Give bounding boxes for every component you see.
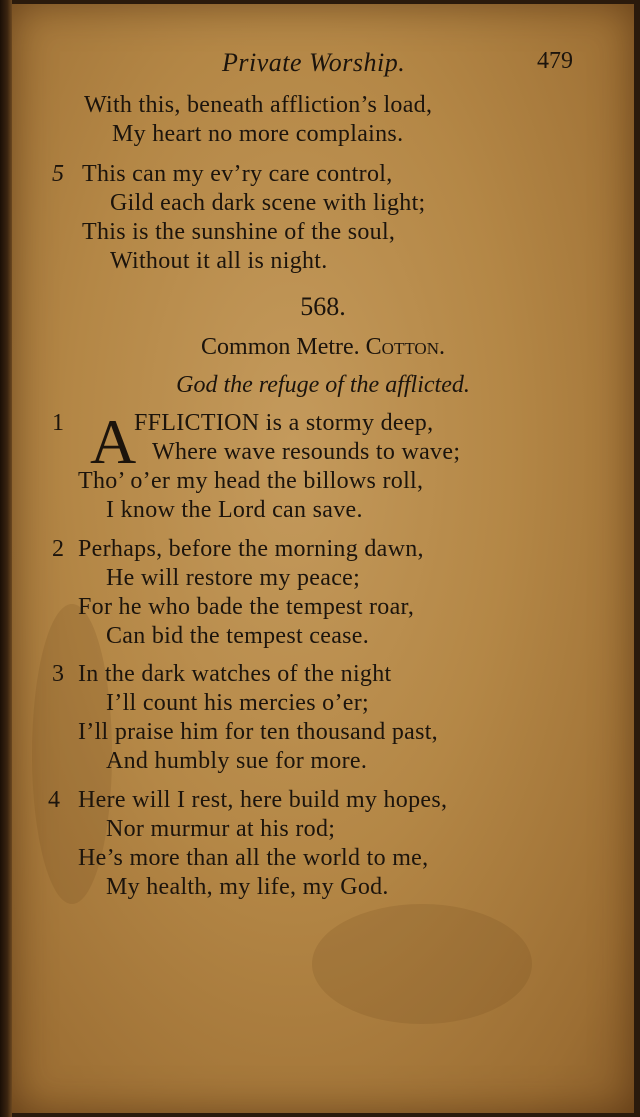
hymn-title: God the refuge of the afflicted. bbox=[176, 372, 470, 398]
verse-line: He’s more than all the world to me, bbox=[78, 845, 429, 871]
verse-line: Here will I rest, here build my hopes, bbox=[78, 787, 448, 813]
verse-line: For he who bade the tempest roar, bbox=[78, 594, 415, 620]
verse-number: 5 bbox=[52, 161, 64, 187]
verse-line: And humbly sue for more. bbox=[106, 748, 368, 774]
verse-line: Where wave resounds to wave; bbox=[152, 439, 461, 465]
verse-line: My health, my life, my God. bbox=[106, 874, 389, 900]
page-stain bbox=[312, 904, 532, 1024]
verse-line: This can my ev’ry care control, bbox=[82, 161, 393, 187]
verse-line: I know the Lord can save. bbox=[106, 497, 363, 523]
verse-line: This is the sunshine of the soul, bbox=[82, 219, 396, 245]
verse-line: I’ll praise him for ten thousand past, bbox=[78, 719, 438, 745]
verse-number: 2 bbox=[52, 536, 64, 562]
verse-line: Nor murmur at his rod; bbox=[106, 816, 336, 842]
drop-cap: A bbox=[90, 406, 137, 477]
verse-line: I’ll count his mercies o’er; bbox=[106, 690, 369, 716]
verse-line: He will restore my peace; bbox=[106, 565, 361, 591]
verse-line: Gild each dark scene with light; bbox=[110, 190, 426, 216]
hymn-meter bbox=[12, 334, 634, 361]
verse-line: Without it all is night. bbox=[110, 248, 328, 274]
verse-line: Perhaps, before the morning dawn, bbox=[78, 536, 424, 562]
running-title: Private Worship. bbox=[222, 48, 406, 77]
book-gutter bbox=[0, 0, 12, 1117]
verse-line: Can bid the tempest cease. bbox=[106, 623, 370, 649]
book-page bbox=[12, 4, 634, 1113]
hymn-number: 568. bbox=[300, 292, 346, 321]
verse-line: My heart no more complains. bbox=[112, 121, 404, 147]
hymn-author: Cotton. bbox=[365, 334, 445, 360]
verse-number: 4 bbox=[48, 787, 60, 813]
page-number: 479 bbox=[537, 48, 573, 74]
meter-label: Common Metre. bbox=[201, 334, 360, 360]
running-header bbox=[12, 44, 634, 84]
verse-number: 3 bbox=[52, 661, 64, 687]
verse-line: With this, beneath affliction’s load, bbox=[84, 92, 433, 118]
verse-line: Tho’ o’er my head the billows roll, bbox=[78, 468, 424, 494]
verse-line: In the dark watches of the night bbox=[78, 661, 392, 687]
verse-number: 1 bbox=[52, 410, 64, 436]
verse-line: FFLICTION is a stormy deep, bbox=[134, 410, 434, 436]
